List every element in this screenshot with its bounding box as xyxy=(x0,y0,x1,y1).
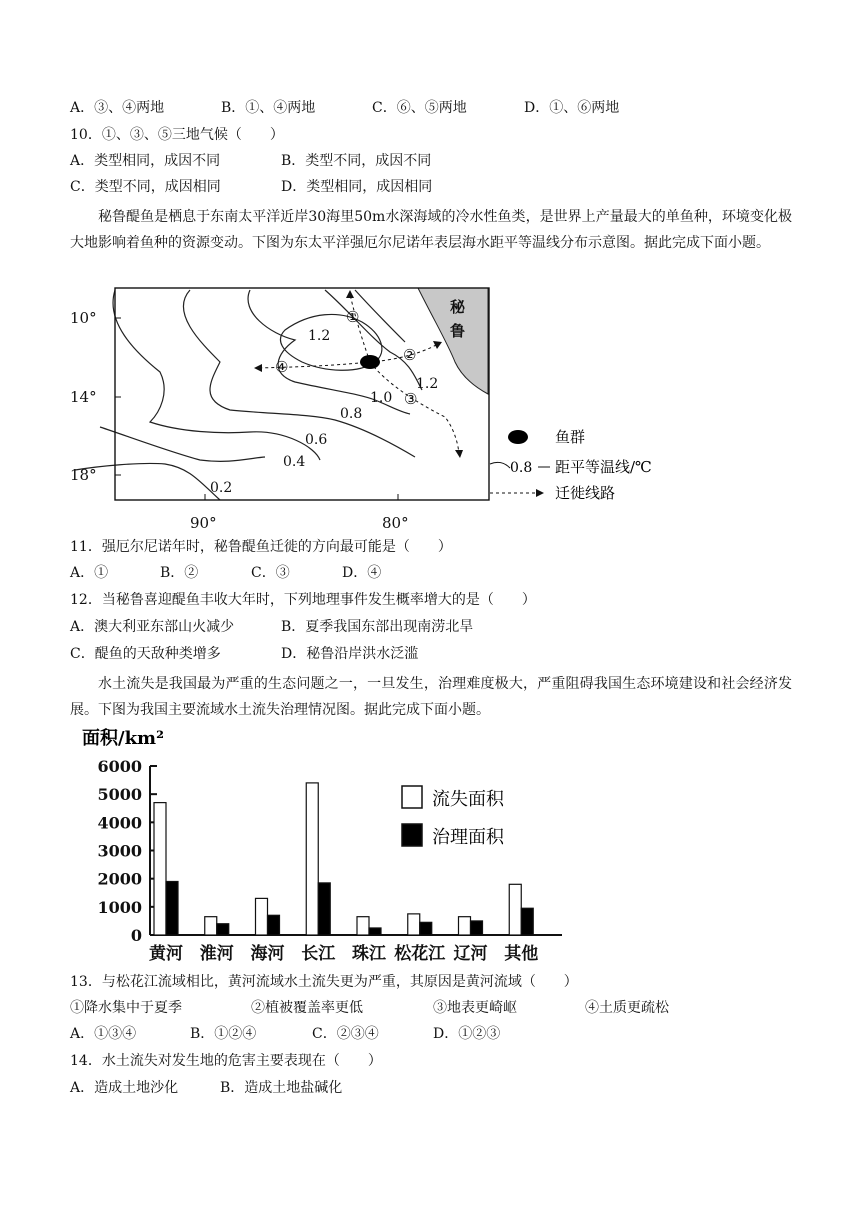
q9-option-b: B．①、④两地 xyxy=(221,100,316,116)
passage-anchovy: 秘鲁醍鱼是栖息于东南太平洋近岸30海里50m水深海域的冷水性鱼类，是世界上产量最大的单鱼种，环境变化极大地影响着鱼种的资源变动。下图为东太平洋强厄尔尼诺年表层海水距平等温线分布示意图。据此完成下面小题。 xyxy=(70,209,792,251)
country-label: 鲁 xyxy=(450,322,466,340)
bar-treated xyxy=(471,921,483,935)
q14-option-a: A．造成土地沙化 xyxy=(70,1080,179,1096)
isotherm-label: 0.2 xyxy=(210,480,233,496)
q13-reason-4: ④土质更疏松 xyxy=(585,1000,669,1016)
bar-treated xyxy=(217,924,229,935)
q11-option-a: A．① xyxy=(70,565,109,581)
legend-isotherm-sample: 0.8 xyxy=(510,460,533,476)
q14-stem: 14．水土流失对发生地的危害主要表现在（ ） xyxy=(70,1053,382,1069)
category-label: 辽河 xyxy=(453,944,488,964)
q11-option-d: D．④ xyxy=(342,565,382,581)
passage-soil-erosion: 水土流失是我国最为严重的生态问题之一，一旦发生，治理难度极大，严重阻碍我国生态环境建设和社会经济发展。下图为我国主要流域水土流失治理情况图。据此完成下面小题。 xyxy=(70,676,792,718)
lat-label: 10° xyxy=(70,309,97,327)
bar-treated xyxy=(521,908,533,935)
bar-lost xyxy=(509,884,521,935)
bar-lost xyxy=(408,914,420,935)
lat-label: 14° xyxy=(70,388,97,406)
category-label: 松花江 xyxy=(394,944,446,964)
lon-label: 90° xyxy=(190,514,217,532)
q9-option-c: C．⑥、⑤两地 xyxy=(372,100,467,116)
route-label: ② xyxy=(403,346,417,364)
category-label: 海河 xyxy=(250,944,285,964)
lat-label: 18° xyxy=(70,466,97,484)
q13-reason-1: ①降水集中于夏季 xyxy=(70,1000,182,1016)
q12-option-b: B．夏季我国东部出现南涝北旱 xyxy=(281,619,474,635)
route-label: ① xyxy=(346,308,360,326)
bar-treated xyxy=(166,881,178,935)
q14-option-b: B．造成土地盐碱化 xyxy=(220,1080,343,1096)
y-tick-label: 4000 xyxy=(97,813,142,833)
isotherm-label: 0.4 xyxy=(283,454,306,470)
y-tick-label: 6000 xyxy=(97,757,142,776)
bar-lost xyxy=(357,917,369,935)
q13-option-b: B．①②④ xyxy=(190,1026,257,1042)
q13-option-d: D．①②③ xyxy=(433,1026,501,1042)
el-nino-map xyxy=(70,282,690,534)
isotherm-label: 1.0 xyxy=(370,390,393,406)
q11-stem: 11．强厄尔尼诺年时，秘鲁醍鱼迁徙的方向最可能是（ ） xyxy=(70,539,452,555)
q9-option-d: D．①、⑥两地 xyxy=(524,100,620,116)
bar-treated xyxy=(369,928,381,935)
legend-swatch-lost xyxy=(402,786,422,808)
q12-option-a: A．澳大利亚东部山火减少 xyxy=(70,619,235,635)
route-label: ④ xyxy=(275,358,289,376)
bar-lost xyxy=(306,783,318,935)
legend-fish: 鱼群 xyxy=(555,428,586,446)
legend-label-treated: 治理面积 xyxy=(432,827,504,848)
legend-swatch-treated xyxy=(402,824,422,846)
legend-isotherm: 距平等温线/℃ xyxy=(555,458,652,476)
country-label: 秘 xyxy=(450,298,466,316)
y-tick-label: 5000 xyxy=(97,785,142,805)
legend-fish-symbol xyxy=(508,430,528,444)
bar-lost xyxy=(154,803,166,935)
category-label: 黄河 xyxy=(149,944,183,964)
q10-option-b: B．类型不同，成因不同 xyxy=(281,153,432,169)
lon-label: 80° xyxy=(382,514,409,532)
q10-option-d: D．类型相同，成因相同 xyxy=(281,179,433,195)
q13-reason-2: ②植被覆盖率更低 xyxy=(251,1000,363,1016)
y-tick-label: 0 xyxy=(130,926,142,945)
q12-option-c: C．醍鱼的天敌种类增多 xyxy=(70,646,221,662)
bar-treated xyxy=(268,915,280,935)
isotherm-label: 0.8 xyxy=(340,406,363,422)
q10-stem: 10．①、③、⑤三地气候（ ） xyxy=(70,127,284,143)
fish-school xyxy=(360,355,380,369)
q13-option-a: A．①③④ xyxy=(70,1026,137,1042)
y-axis-title: 面积/km² xyxy=(82,728,164,749)
bar-treated xyxy=(420,922,432,935)
q10-option-c: C．类型不同，成因相同 xyxy=(70,179,221,195)
isotherm-label: 1.2 xyxy=(416,376,439,392)
category-label: 珠江 xyxy=(352,944,386,964)
route-label: ③ xyxy=(404,390,418,408)
q13-reason-3: ③地表更崎岖 xyxy=(433,1000,517,1016)
bar-lost xyxy=(459,917,471,935)
legend-route: 迁徙线路 xyxy=(555,484,616,502)
q13-stem: 13．与松花江流域相比，黄河流域水土流失更为严重，其原因是黄河流域（ ） xyxy=(70,974,578,990)
bar-treated xyxy=(318,883,330,935)
q11-option-c: C．③ xyxy=(251,565,290,581)
category-label: 长江 xyxy=(301,944,336,964)
y-tick-label: 2000 xyxy=(97,869,142,889)
q10-option-a: A．类型相同，成因不同 xyxy=(70,153,221,169)
soil-erosion-chart xyxy=(70,722,590,972)
bar-lost xyxy=(205,917,217,935)
q9-option-a: A．③、④两地 xyxy=(70,100,165,116)
bar-lost xyxy=(256,898,268,935)
category-label: 其他 xyxy=(504,944,539,964)
isotherm-label: 1.2 xyxy=(308,328,331,344)
q13-option-c: C．②③④ xyxy=(312,1026,379,1042)
y-tick-label: 1000 xyxy=(97,897,142,917)
category-label: 淮河 xyxy=(199,944,234,964)
q12-stem: 12．当秘鲁喜迎醍鱼丰收大年时，下列地理事件发生概率增大的是（ ） xyxy=(70,592,536,608)
y-tick-label: 3000 xyxy=(97,841,142,861)
isotherm-label: 0.6 xyxy=(305,432,328,448)
q12-option-d: D．秘鲁沿岸洪水泛滥 xyxy=(281,646,419,662)
q11-option-b: B．② xyxy=(160,565,199,581)
legend-label-lost: 流失面积 xyxy=(432,789,504,810)
